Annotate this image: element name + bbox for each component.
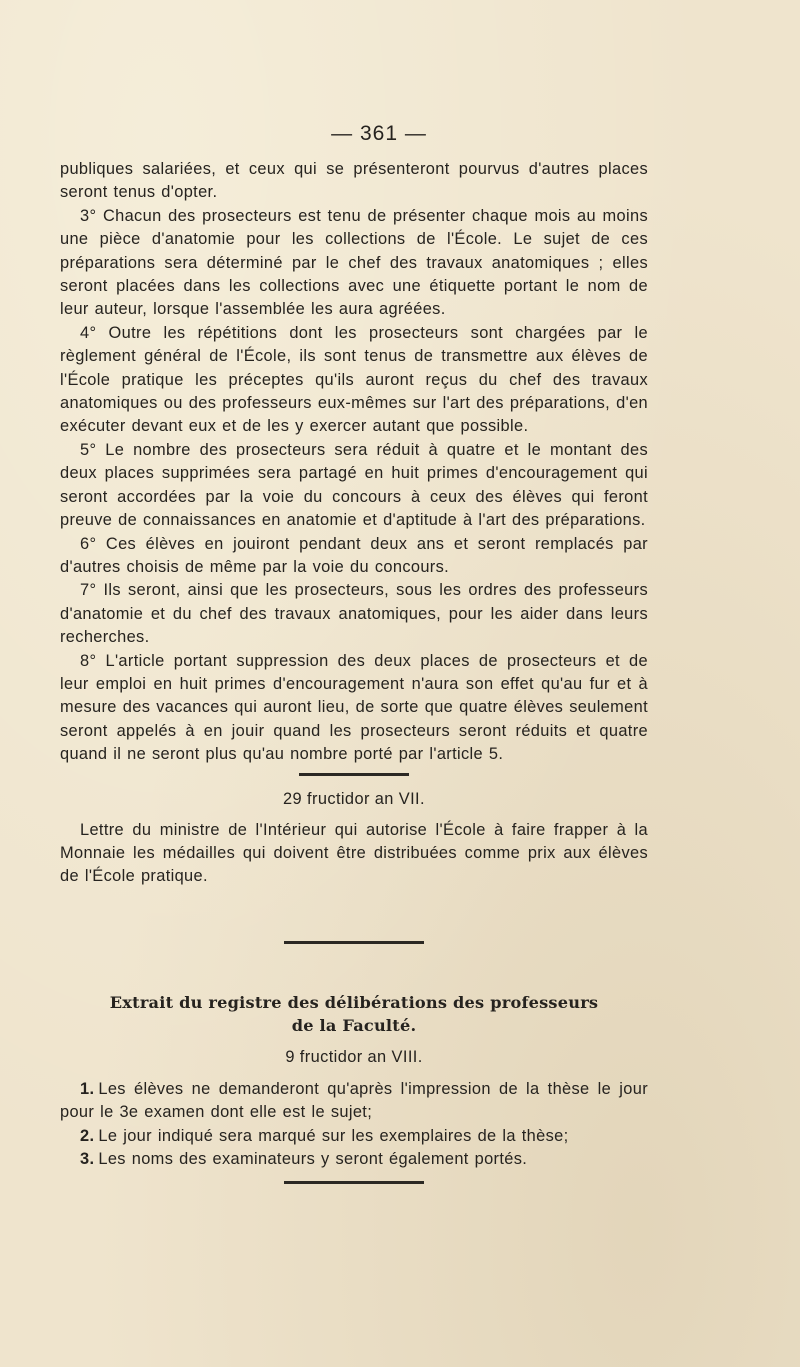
section-divider xyxy=(299,773,409,776)
paragraph-article-6: 6° Ces élèves en jouiront pendant deux ans et seront remplacés par d'autres choisis de même par la voie du concours. xyxy=(60,534,648,576)
extract-date: 9 fructidor an VIII. xyxy=(285,1047,423,1066)
section-divider xyxy=(284,941,424,944)
item-text: Les élèves ne demanderont qu'après l'impression de la thèse le jour pour le 3e examen dont elle est le sujet; xyxy=(60,1079,648,1122)
paragraph-article-8: 8° L'article portant suppression des deux places de prosecteurs et de leur emploi en huit primes d'encouragement n'aura son effet qu'au fur et à mesure des vacances qui auront lieu, de sorte que quatre élèves seulement seront appelés à en jouir quand les prosecteurs seront réduits et quatre quand il ne seront plus qu'au nombre porté par l'article 5. xyxy=(60,651,648,764)
paragraph-article-4: 4° Outre les répétitions dont les prosecteurs sont chargées par le règlement général de l'École, ils sont tenus de transmettre aux élèves de l'École pratique les préceptes qu'ils auront reçus du chef des travaux anatomiques ou des professeurs eux-mêmes sur l'art des préparations, d'en exécuter devant eux et de les y exercer autant que possible. xyxy=(60,323,648,436)
item-number: 1. xyxy=(80,1079,95,1098)
extract-items xyxy=(60,1078,648,1172)
list-item xyxy=(60,1148,648,1171)
list-item xyxy=(60,1078,648,1125)
item-text: Les noms des examinateurs y seront également portés. xyxy=(98,1150,528,1168)
paragraph-article-5: 5° Le nombre des prosecteurs sera réduit à quatre et le montant des deux places supprimées sera partagé en huit primes d'encouragement qui seront accordées par la voie du concours à ceux des élèves qui feront preuve de connaissances en anatomie et d'aptitude à l'art des préparations. xyxy=(60,440,648,530)
item-text: Le jour indiqué sera marqué sur les exemplaires de la thèse; xyxy=(98,1126,569,1145)
extract-heading-line-1: Extrait du registre des délibérations des professeurs xyxy=(109,992,599,1012)
extract-heading-line-2: de la Faculté. xyxy=(291,1015,417,1035)
letter-date: 29 fructidor an VII. xyxy=(283,789,425,808)
letter-text: Lettre du ministre de l'Intérieur qui autorise l'École à faire frapper à la Monnaie les médailles qui doivent être distribuées comme prix aux élèves de l'École pratique. xyxy=(60,820,648,886)
letter-section xyxy=(60,819,648,889)
paragraph-article-7: 7° Ils seront, ainsi que les prosecteurs, sous les ordres des professeurs d'anatomie et du chef des travaux anatomiques, pour les aider dans leurs recherches. xyxy=(60,581,648,647)
item-number: 3. xyxy=(80,1150,95,1168)
paragraph-continuation: publiques salariées, et ceux qui se présenteront pourvus d'autres places seront tenus d'opter. xyxy=(60,160,648,202)
paragraph-article-3: 3° Chacun des prosecteurs est tenu de présenter chaque mois au moins une pièce d'anatomie pour les collections de l'École. Le sujet de ces préparations sera déterminé par le chef des travaux anatomiques ; elles seront placées dans les collections avec une étiquette portant le nom de leur auteur, lorsque l'assemblée les aura agréées. xyxy=(60,206,648,319)
document-page xyxy=(60,122,648,1184)
main-text xyxy=(60,158,648,767)
section-divider xyxy=(284,1181,424,1184)
page-number: — 361 — xyxy=(331,122,427,145)
extract-heading xyxy=(60,991,648,1037)
item-number: 2. xyxy=(80,1126,95,1145)
list-item xyxy=(60,1125,648,1148)
